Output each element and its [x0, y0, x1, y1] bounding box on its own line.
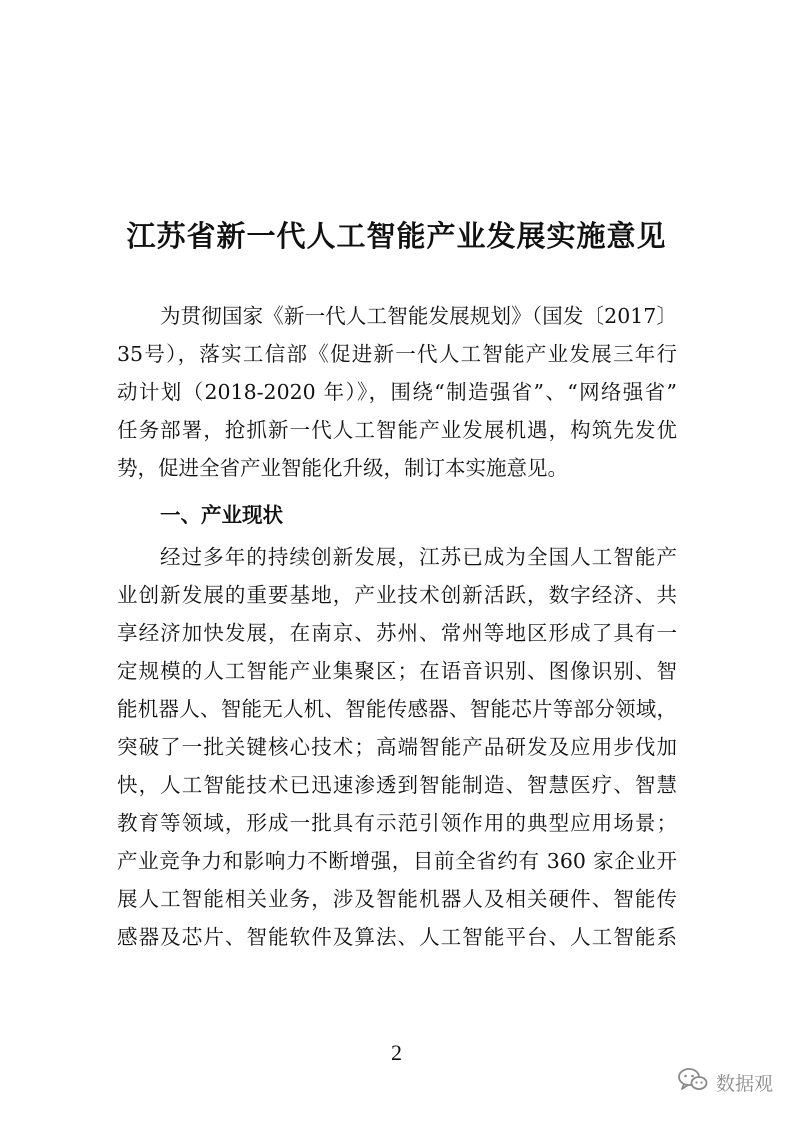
intro-line: 为贯彻国家《新一代人工智能发展规划》（国发〔2017〕	[160, 304, 677, 328]
body-line: 展人工智能相关业务，涉及智能机器人及相关硬件、智能传	[117, 887, 677, 911]
body-line: 定规模的人工智能产业集聚区；在语音识别、图像识别、智	[117, 659, 677, 683]
intro-line: 动计划（2018-2020 年）》，围绕“制造强省”、“网络强省”	[117, 380, 677, 404]
body-line: 感器及芯片、智能软件及算法、人工智能平台、人工智能系	[117, 925, 677, 949]
body-line: 业创新发展的重要基地，产业技术创新活跃，数字经济、共	[117, 583, 677, 607]
body-line: 产业竞争力和影响力不断增强，目前全省约有 360 家企业开	[117, 849, 677, 873]
body-line: 能机器人、智能无人机、智能传感器、智能芯片等部分领域，	[117, 697, 677, 721]
intro-line: 35号），落实工信部《促进新一代人工智能产业发展三年行	[117, 342, 677, 366]
body-line: 教育等领域，形成一批具有示范引领作用的典型应用场景；	[117, 811, 677, 835]
wechat-icon	[678, 1067, 708, 1098]
page-number: 2	[391, 1040, 402, 1065]
source-watermark	[678, 1064, 773, 1100]
intro-line: 任务部署，抢抓新一代人工智能产业发展机遇，构筑先发优	[117, 418, 677, 442]
body-line: 享经济加快发展，在南京、苏州、常州等地区形成了具有一	[117, 621, 677, 645]
body-line: 突破了一批关键核心技术；高端智能产品研发及应用步伐加	[117, 735, 677, 759]
watermark-label: 数据观	[715, 1072, 773, 1095]
body-line: 快，人工智能技术已迅速渗透到智能制造、智慧医疗、智慧	[117, 773, 677, 797]
document-title: 江苏省新一代人工智能产业发展实施意见	[126, 219, 667, 253]
intro-line: 势，促进全省产业智能化升级，制订本实施意见。	[117, 456, 568, 480]
body-line: 经过多年的持续创新发展，江苏已成为全国人工智能产	[160, 545, 677, 569]
section-heading: 一、产业现状	[160, 503, 283, 527]
